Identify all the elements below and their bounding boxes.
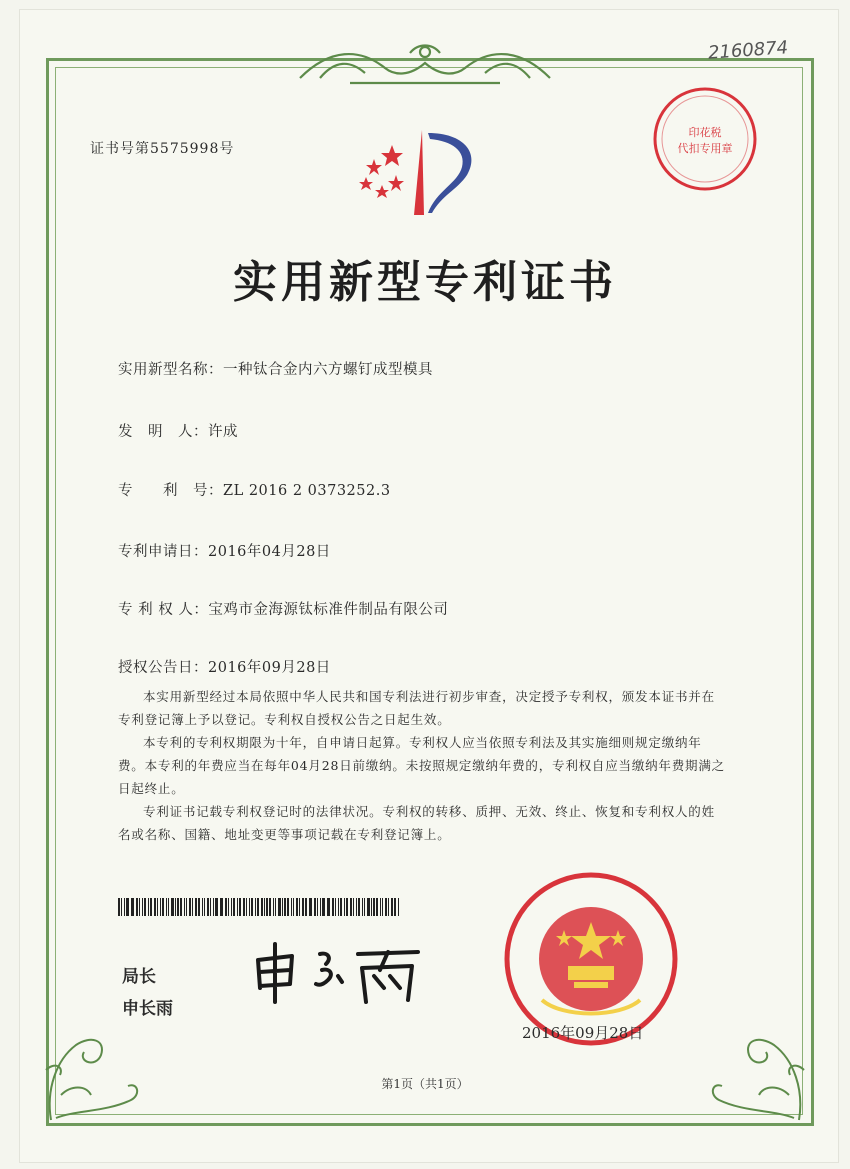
- barcode-bar: [148, 898, 149, 916]
- signer-name: 申长雨: [122, 999, 173, 1019]
- signer-title: 局长: [122, 967, 156, 987]
- field-label: 专利申请日：: [118, 544, 208, 560]
- barcode-bar: [132, 898, 133, 916]
- barcode-bar: [150, 898, 151, 916]
- barcode-bar: [186, 898, 187, 916]
- barcode-bar: [346, 898, 347, 916]
- barcode-bar: [166, 898, 167, 916]
- barcode-bar: [233, 898, 235, 916]
- barcode-bar: [314, 898, 316, 916]
- barcode-bar: [358, 898, 360, 916]
- barcode-bar: [299, 898, 300, 916]
- barcode-bar: [353, 898, 354, 916]
- barcode-bar: [296, 898, 298, 916]
- barcode-bar: [228, 898, 229, 916]
- svg-text:印花税: 印花税: [688, 126, 722, 139]
- barcode-bar: [328, 898, 329, 916]
- barcode-bar: [210, 898, 211, 916]
- barcode-bar: [278, 898, 280, 916]
- barcode-bar: [362, 898, 363, 916]
- barcode-bar: [231, 898, 232, 916]
- barcode-bar: [367, 898, 369, 916]
- barcode-bar: [251, 898, 253, 916]
- barcode-bar: [213, 898, 214, 916]
- barcode-bar: [126, 898, 128, 916]
- barcode-bar: [202, 898, 203, 916]
- field-grant-date: [118, 656, 331, 677]
- handwritten-note: 2160874: [707, 37, 789, 64]
- barcode-bar: [239, 898, 240, 916]
- certificate-body: [118, 685, 728, 846]
- barcode-bar: [249, 898, 250, 916]
- barcode-bar: [162, 898, 164, 916]
- barcode-bar: [275, 898, 276, 916]
- body-paragraph: 本专利的专利权期限为十年，自申请日起算。专利权人应当依照专利法及其实施细则规定缴纳年费。本专利的年费应当在每年04月28日前缴纳。未按照规定缴纳年费的，专利权自应当缴纳年费期满之日起终止。: [118, 735, 725, 796]
- field-label: 发 明 人：: [118, 424, 208, 440]
- barcode-bar: [293, 898, 294, 916]
- barcode-bar: [356, 898, 357, 916]
- barcode-bar: [171, 898, 173, 916]
- barcode-bar: [388, 898, 389, 916]
- barcode-bar: [246, 898, 247, 916]
- top-ornament: [290, 38, 560, 88]
- barcode-bar: [322, 898, 324, 916]
- field-application-date: [118, 540, 331, 561]
- barcode-bar: [373, 898, 374, 916]
- barcode-bar: [255, 898, 256, 916]
- barcode-bar: [198, 898, 200, 916]
- bottom-right-ornament: [704, 1000, 814, 1125]
- certificate-title: 实用新型专利证书: [233, 257, 617, 308]
- barcode-bar: [340, 898, 342, 916]
- barcode-bar: [121, 898, 122, 916]
- barcode-bar: [192, 898, 193, 916]
- barcode-bar: [338, 898, 339, 916]
- barcode-bar: [364, 898, 365, 916]
- barcode-bar: [184, 898, 185, 916]
- barcode-bar: [335, 898, 336, 916]
- barcode-bar: [394, 898, 396, 916]
- barcode-bar: [243, 898, 245, 916]
- certificate-number: 证书号第5575998号: [90, 141, 235, 157]
- barcode-bar: [371, 898, 372, 916]
- barcode-bar: [282, 898, 283, 916]
- field-label: 专 利 权 人：: [118, 602, 209, 618]
- barcode-bar: [261, 898, 263, 916]
- barcode-bar: [139, 898, 140, 916]
- barcode-bar: [175, 898, 176, 916]
- field-value: ZL 2016 2 0373252.3: [223, 483, 391, 499]
- field-utility-model-name: [118, 358, 433, 379]
- barcode-bar: [144, 898, 146, 916]
- field-value: 一种钛合金内六方螺钉成型模具: [223, 362, 433, 378]
- field-patentee: [118, 598, 448, 619]
- body-paragraph: 本实用新型经过本局依照中华人民共和国专利法进行初步审查，决定授予专利权，颁发本证书并在专利登记簿上予以登记。专利权自授权公告之日起生效。: [118, 689, 715, 727]
- svg-text:代扣专用章: 代扣专用章: [677, 142, 733, 155]
- barcode-bar: [168, 898, 169, 916]
- barcode-bar: [154, 898, 156, 916]
- barcode-bar: [302, 898, 303, 916]
- barcode-bar: [142, 898, 143, 916]
- barcode-bar: [195, 898, 196, 916]
- field-label: 实用新型名称：: [118, 362, 223, 378]
- barcode-bar: [177, 898, 178, 916]
- barcode-bar: [391, 898, 392, 916]
- barcode-bar: [221, 898, 222, 916]
- barcode-bar: [131, 898, 132, 916]
- field-label: 专 利 号：: [118, 483, 223, 499]
- barcode-bar: [215, 898, 217, 916]
- field-value: 许成: [208, 424, 238, 440]
- barcode-bar: [266, 898, 267, 916]
- barcode-bar: [180, 898, 182, 916]
- barcode-bar: [398, 898, 399, 916]
- barcode-bar: [380, 898, 381, 916]
- barcode: [118, 898, 400, 916]
- barcode-bar: [269, 898, 271, 916]
- barcode-bar: [264, 898, 265, 916]
- barcode-bar: [327, 898, 328, 916]
- barcode-bar: [317, 898, 318, 916]
- field-value: 2016年04月28日: [208, 544, 331, 560]
- barcode-bar: [118, 898, 120, 916]
- body-paragraph: 专利证书记载专利权登记时的法律状况。专利权的转移、质押、无效、终止、恢复和专利权人的姓名或名称、国籍、地址变更等事项记载在专利登记簿上。: [118, 804, 715, 842]
- barcode-bar: [291, 898, 292, 916]
- barcode-bar: [160, 898, 161, 916]
- barcode-bar: [204, 898, 205, 916]
- barcode-bar: [344, 898, 345, 916]
- barcode-bar: [332, 898, 334, 916]
- field-patent-number: [118, 479, 391, 500]
- seal-date: 2016年09月28日: [522, 1024, 644, 1042]
- barcode-bar: [220, 898, 221, 916]
- page-footer: 第1页（共1页）: [381, 1077, 469, 1091]
- field-label: 授权公告日：: [118, 660, 208, 676]
- field-value: 2016年09月28日: [208, 660, 331, 676]
- barcode-bar: [189, 898, 191, 916]
- barcode-bar: [284, 898, 285, 916]
- barcode-bar: [273, 898, 274, 916]
- barcode-bar: [157, 898, 158, 916]
- barcode-bar: [382, 898, 383, 916]
- barcode-bar: [320, 898, 321, 916]
- barcode-bar: [124, 898, 125, 916]
- barcode-bar: [385, 898, 387, 916]
- field-inventor: [118, 420, 238, 441]
- patent-office-logo: [352, 125, 492, 220]
- barcode-bar: [225, 898, 227, 916]
- barcode-bar: [310, 898, 311, 916]
- director-signature: [250, 940, 450, 1010]
- tax-stamp: [650, 84, 760, 194]
- field-value: 宝鸡市金海源钛标准件制品有限公司: [208, 602, 449, 618]
- barcode-bar: [136, 898, 138, 916]
- barcode-bar: [350, 898, 352, 916]
- barcode-bar: [309, 898, 310, 916]
- barcode-bar: [207, 898, 209, 916]
- barcode-bar: [287, 898, 289, 916]
- barcode-bar: [376, 898, 378, 916]
- barcode-bar: [257, 898, 258, 916]
- barcode-bar: [305, 898, 307, 916]
- barcode-bar: [237, 898, 238, 916]
